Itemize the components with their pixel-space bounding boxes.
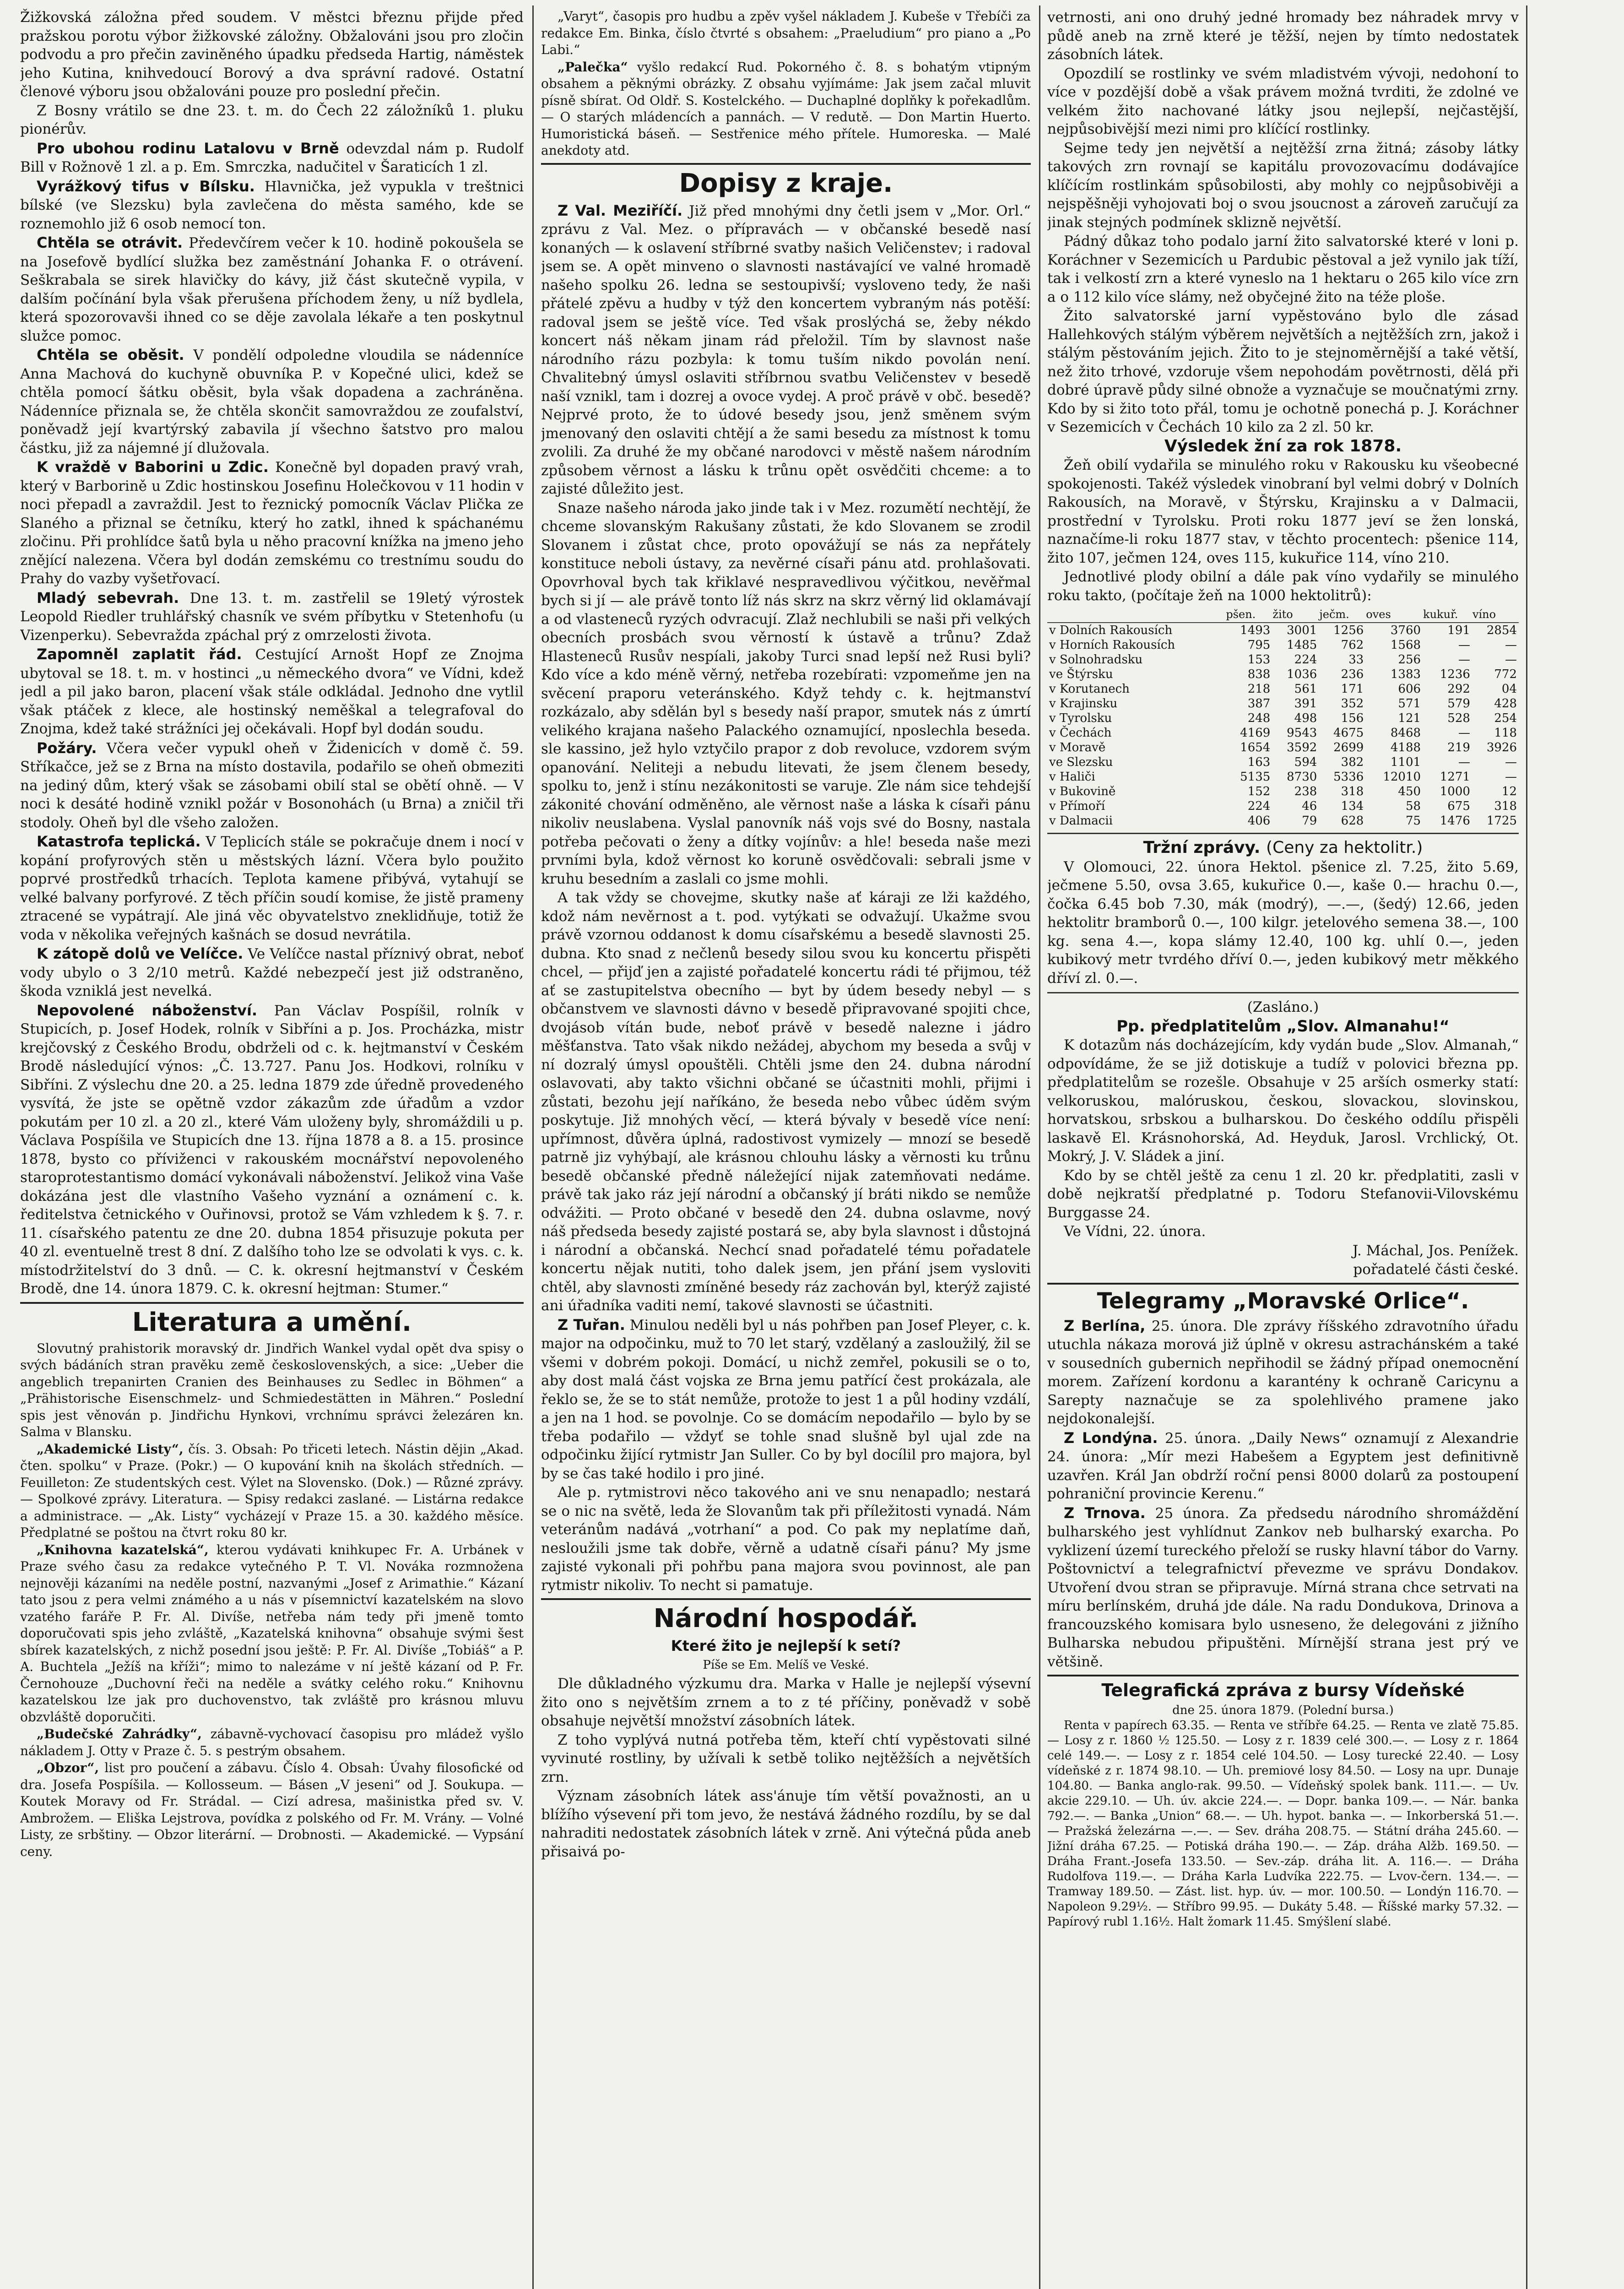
harvest-row [1047,799,1519,814]
section-title-hospodar: Národní hospodář. [541,1598,1031,1635]
article-palecek [541,59,1031,159]
harvest-col-land [1047,607,1225,623]
headline: Nepovolené náboženství. [37,1001,258,1019]
harvest-row [1047,740,1519,755]
headline: „Obzor“, [37,1760,99,1775]
harvest-value: 1725 [1486,814,1517,828]
harvest-value: 675 [1447,799,1470,813]
article-text: čís. 3. Obsah: Po třiceti letech. Nástin dějin „Akad. čten. spolku“ v Praze. (Pokr.) — O kupování knih na školách středních. — Feuilleton: Ze studentských cest. Výlet na Slovensko. (Dok.) — Různé zprávy. — Spolkové zprávy. Literatura. — Spisy redakci zaslané. — Listárna redakce a administrace. — „Ak. Listy“ vycházejí v Praze 15. a 30. každého měsíce. Předplatné se poštou na čtvrt roku 80 kr. [20,1441,524,1540]
article-zito-7: Pádný důkaz toho podalo jarní žito salvatorské které v loni p. Koráchner v Sezemicích u Pardubic pěstoval a jež vynilo jak tíží, tak i velkostí zrn a které vyneslo na 1 hektaru o 265 kilo více zrn a o 112 kilo více slámy, než obyčejné žito na téže ploše. [1047,233,1519,305]
harvest-value: 46 [1302,799,1317,813]
harvest-value: 156 [1341,711,1364,725]
article-obesit [20,346,524,457]
harvest-value: 2699 [1333,741,1364,754]
harvest-value: 628 [1341,814,1364,828]
article-text: Včera večer vypukl oheň v Židenicích v domě č. 59. Stříkačce, jež se z Brna na místo dostavila, podařilo se oheň obmeziti na jediný dům, který však se zásobami obilí stal se obětí ohně. — V noci k desáté hodině vznikl požár v Bosonohách (u Brna) a zničil tři stodoly. Oheň byl dle všeho založen. [20,740,524,831]
harvest-value: 4188 [1390,741,1421,754]
article-turany [541,1316,1031,1483]
harvest-row [1047,711,1519,726]
harvest-value: 171 [1341,682,1364,696]
harvest-value: 79 [1302,814,1317,828]
harvest-value: 406 [1247,814,1271,828]
article-text: vyšlo redakcí Rud. Pokorného č. 8. s bohatým vtipným obsahem a pěknými obrázky. Z obsahu vyjímáme: Jak jsem začal mluvit písně sbírat. Od Oldř. S. Kostelckého. — Duchaplné doplňky k pořekadlům. — O starých mládencích a pannách. — V redutě. — Don Martin Huerto. Humoristická báseň. — Sestřenice mého přítele. Humoreska. — Malé anekdoty atd. [541,59,1031,158]
article-text: V pondělí odpoledne vloudila se nádenníce Anna Machová do kuchyně obuvníka P. v Kopečné ulici, kdež se chtěla pomocí šátku oběsit, byla však dopadena a zachráněna. Nádenníce přiznala se, že chtěla skončit samovraždou ze zoufalství, poněvadž její kvartýrský zabavila jí všechno šatstvo pro malou částku, již za nájemné jí dlužovala. [20,347,524,456]
harvest-value: 04 [1501,682,1517,696]
harvest-value: 762 [1341,638,1364,652]
headline: Chtěla se otrávit. [37,234,183,251]
telegram-berlin [1047,1317,1519,1428]
harvest-value: 12010 [1383,770,1421,784]
harvest-land: ve Slezsku [1049,755,1113,769]
bursa-quotes: Renta v papírech 63.35. — Renta ve stříbře 64.25. — Renta ve zlatě 75.85. — Losy z r. 1860 ½ 125.50. — Losy z r. 1839 celé 300.—. — Losy z r. 1864 celé 149.—. — Losy z r. 1854 celé 104.50. — Losy turecké 22.40. — Losy vídeňské z r. 1874 98.10. — Uh. premiové losy 84.50. — Losy na upr. Dunaje 104.80. — Banka anglo-rak. 99.50. — Vídeňský spolek bank. 111.—. — Uv. akcie 229.10. — Uh. úv. akcie 224.—. — Dopr. banka 109.—. — Nár. banka 792.—. — Banka „Union“ 68.—. — Uh. hypot. banka —. — Inkorberská 51.—. — Pražská železárna —.—. — Sev. dráha 208.75. — Státní dráha 245.60. — Jižní dráha 67.25. — Potiská dráha 190.—. — Záp. dráha Alžb. 169.50. — Dráha Frant.-Josefa 133.50. — Sev.-záp. dráha lit. A. 116.—. — Dráha Rudolfova 119.—. — Dráha Karla Ludvíka 222.75. — Lvov-čern. 134.—. — Tramway 189.50. — Zást. list. hyp. úv. — mor. 100.50. — Londýn 116.70. — Napoleon 9.29½. — Stříbro 99.95. — Dukáty 5.48. — Říšské marky 57.32. — Papírový rubl 1.16½. Halt žomark 11.45. Smýšlení slabé. [1047,1719,1519,1929]
article-velicka [20,944,524,1001]
harvest-value: 256 [1398,653,1421,667]
harvest-land: v Moravě [1049,741,1106,754]
headline: Z Berlína, [1064,1317,1146,1334]
headline: Katastrofa teplická. [37,833,201,850]
headline: Chtěla se oběsit. [37,346,184,363]
telegram-londyn [1047,1429,1519,1503]
article-turany-2: Ale p. rytmistrovi něco takového ani ve snu nenapadlo; nestará se o nic na světě, leda že Slovanům tak při příležitosti vynadá. Nám veteránům nadává „votrhaní“ a pod. Co pak my neplatíme daň, nesloužili jsme tak dobře, věrně a udatně císaři pánu? My jsme zajisté vykonali při pohřbu pana majora svou povinnost, ale pan rytmistr nikoliv. To necht si pamatuje. [541,1484,1031,1594]
harvest-value: 1568 [1390,638,1421,652]
article-val-mezirici-3: A tak vždy se chovejme, skutky naše ať káraji ze lži každého, kdož nám nevěrnost a t. pod. vytýkati se odvažují. Ukažme svou právě vzornou oddanost k domu císařskému a besedě slavnosti 25. dubna. Kto snad z nečlenů besedy silou svou ku koncertu přispěti chcel, — přijď jen a zajisté pořadatelé koncertu rádi té přijmou, též ať se zastupitelstva obecního — byt by údem besedy nebyl — s občanstvem ve slavnosti dávno v besedě připravované spojiti chce, dvojásob vítán bude, neboť právě v besedě nalezne i jádro měšťanstva. Tato však nikdo nežádej, abychom my beseda a svůj v ní dozralý úmysl opouštěli. Chtěli jsme den 24. dubna národní oslavovati, aby takto všichni občané se účastniti mohli, přijmi i zůstati, bezohu její naříkáno, že beseda nebo vůbec úděm svým poskytuje. Již mnohých věcí, — která bývaly v besedě více není: upřímnost, důvěra úplná, radostivost vymizely — mnozí se besedě patrně jiz vyhýbají, ale krásnou chlouhu lásky a věrnosti ku trůnu besedě občanské předně náležející nijak zatemňovati nedáme. právě tak jako ráz její národní a občanský jí bráti nikdo se nemůže odvážiti. — Proto občané v besedě den 24. dubna oslavme, nový náš předseda besedy zajisté postará se, aby byla slavnost i důstojná i národní a občanská. Nechcí snad pořadatelé tému pořadatele koncertu nějak nutiti, toho dalek jsem, jen přání jsem vysloviti chtěl, aby slavnosti zmíněné besedy ráz zachován byl, kterýž zajisté ani úřadníka vaditi nemí, takové slavnosti se účastniti. [541,890,1031,1314]
article-text: Již před mnohými dny četli jsem v „Mor. Orl.“ zprávu z Val. Mez. o přípravách — v občanské besedě nasí konaných — k oslavení stříbrné svatby našich Veličenstev; i radoval jsem se. A opět minveno o slavnosti nastávající ve valné hromadě našeho spolku 26. ledna se sestoupivší; vysloveno tedy, že naši přátelé zpěvu a hudby v týž den koncertem vybraným nás potěší: radoval jsem se ještě více. Ted však proslýchá se, žeby nékdo koncert náš někam jinam rád přeložil. Tím by slavnost naše národního rázu pozbyla: k tomu tuším nikdo povolán není. Chvalitebný úmysl oslaviti stříbrnou svatbu Veličenstev v besedě naší vznikl, tam i dozrej a ovoce vydej. A proč právě v obč. besedě? Nejprvé proto, že to údové besedy jsou, jenž směnem svým jmenovaný den oslaviti chtějí a že sami besedu za místnost k tomu zvolili. Za druhé že my občané narodovci v městě našem národním způsobem věrnost a lásku k trůnu opět osvědčiti chceme: a to zajisté důležito jest. [541,202,1031,497]
harvest-value: — [1505,770,1517,784]
headline: Vyrážkový tifus v Bílsku. [37,177,255,195]
column-rule-2 [1039,5,1040,2289]
headline-zne: Výsledek žní za rok 1878. [1164,436,1402,456]
article-text: list pro poučení a zábavu. Číslo 4. Obsah: Úvahy filosofické od dra. Josefa Pospíšila. — Kollosseum. — Básen „V jeseni“ od J. Soukupa. — Koutek Moravy od Fr. Strádal. — Cizí adresa, mašinistka před sv. V. Ambrožem. — Eliška Lejstrova, povídka z polského od Fr. M. Vrány. — Volné Listy, ze srbštiny. — Obzor literární. — Drobnosti. — Akademické. — Vypsání ceny. [20,1760,524,1859]
bursa-date: dne 25. února 1879. (Polední bursa.) [1172,1703,1394,1717]
headline: „Knihovna kazatelská“, [37,1542,209,1557]
harvest-value: 1493 [1240,624,1271,637]
harvest-value: 1256 [1333,624,1364,637]
headline: Pro ubohou rodinu Latalovu v Brně [37,139,339,157]
harvest-value: 1236 [1440,667,1470,681]
article-text: V Teplicích stále se pokračuje dnem i nocí v kopání profyrových stěn u městských lázní. Včera bylo použito poprvé prostředků trhacích. Teplota kamene přibývá, vytahují se velké balvany porfyrové. Z těch příčin soudí komise, že jistě prameny ztracené se vypátrají. Ale jiná věc obyvatelstvo zneklidňuje, totiž že voda v několika veřejných kašnách se dosud nevrátila. [20,834,524,943]
harvest-value: 1654 [1240,741,1271,754]
harvest-value: 1000 [1440,785,1470,798]
harvest-value: — [1458,653,1470,667]
article-vrazda [20,458,524,588]
article-otravit [20,233,524,345]
harvest-row [1047,784,1519,799]
article-text: kterou vydávati knihkupec Fr. A. Urbánek v Praze svého času za redakce vytečného P. T. Vl. Nováka rozmnožena nejnověji kázaními na neděle postní, nazvanými „Josef z Arimathie.“ Kázaní tato jsou z pera velmi známého a u nás v písemnictví kazatelském na slovo vzatého faráře P. Fr. Al. Divíše, netřeba nám tedy při jmeně tomto doporučovati spis jeho zvláště, „Kazatelská knihovna“ obsahuje svými šest sbírek kazatelských, z nichž posední jsou ještě: P. Fr. Al. Divíše „Tobiáš“ a P. A. Buchtela „Ježíš na kříži“; mimo to nalezáme v ní ještě kázaní od P. Fr. Černohouze „Duchovní řeči na neděle a svátky celého roku.“ Knihovnu kazatelskou lze jak pro duchovenstvo, tak zvláště pro krásnou mluvu obzvláště doporučiti. [20,1542,524,1725]
harvest-value: 1036 [1287,667,1317,681]
headline: K vraždě v Baborini u Zdic. [37,458,269,476]
headline-trzni [1047,839,1519,857]
harvest-value: 4675 [1333,726,1364,740]
harvest-row [1047,770,1519,784]
harvest-land: v Dalmacii [1049,814,1113,828]
article-text: 25 února. Za předsedu národního shromáždění bulharského jest vyhlídnut Zankov neb bulharský exarcha. Po vyklizení území tureckého přeloží se rusky hlavní tábor do Varny. Poštovnictví a telegrafnictví převezme ve správu Dondakov. Utvoření dvou stran se připravuje. Mírná strana chce setrvati na míru berlínském, druhá jde dále. Na radu Dondukova, Drinova a francouzského komisara bylo usneseno, že delegováni z jižního Bulharska nebudou připuštěni. Mírnější strana jest prý ve většině. [1047,1505,1519,1670]
column-1 [20,8,524,2289]
headline-sub: (Ceny za hektolitr.) [1266,838,1423,857]
headline: „Akademické Listy“, [37,1441,184,1457]
harvest-value: — [1458,638,1470,652]
harvest-value: 248 [1247,711,1271,725]
harvest-value: — [1458,755,1470,769]
article-zito-2: Z toho vyplývá nutná potřeba těm, kteří chtí vypěstovati silné vyvinuté rostliny, by užívali k setbě toliko nejtěžších a největších zrn. [541,1731,1031,1785]
zaslano-label: (Zasláno.) [1247,999,1319,1015]
divider [1047,833,1519,834]
harvest-value: 391 [1294,697,1317,711]
divider [1047,992,1519,993]
harvest-value: 219 [1447,741,1470,754]
harvest-value: 1101 [1390,755,1421,769]
harvest-value: 5135 [1240,770,1271,784]
harvest-value: 1485 [1287,638,1317,652]
article-almanah-role: pořadatelé části české. [1353,1261,1519,1278]
harvest-value: 561 [1294,682,1317,696]
article-almanah-3: Ve Vídni, 22. února. [1064,1223,1206,1240]
harvest-value: 292 [1447,682,1470,696]
harvest-value: 75 [1405,814,1421,828]
harvest-value: 12 [1501,785,1517,798]
article-val-mezirici [541,201,1031,499]
harvest-value: 1271 [1440,770,1470,784]
harvest-value: 9543 [1287,726,1317,740]
article-text: Konečně byl dopaden pravý vrah, který v Barborině u Zdic hostinskou Josefinu Holečkovou v 11 hodin v noci přepadl a zavraždil. Jest to řeznický pomocník Václav Plička ze Slaného a přiznal se četníku, který ho zatkl, ihned k spáchanému zločinu. Při prohlídce šatů byla u něho pracovní knížka na jmeno jeho znějící nalezena. Včera byl dodán zemskému co trestnímu soudu do Prahy do vazby vyšetřovací. [20,459,524,587]
article-text: zábavně-vychovací časopisu pro mládež vyšlo nákladem J. Otty v Praze č. 5. s pestrým obsahem. [20,1726,524,1758]
harvest-value: 318 [1494,799,1517,813]
harvest-value: 33 [1348,653,1364,667]
harvest-value: 134 [1341,799,1364,813]
harvest-value: 571 [1398,697,1421,711]
column-3 [1047,8,1519,2289]
harvest-land: v Čechách [1049,726,1112,740]
section-title-bursa: Telegrafická zpráva z bursy Vídeňské [1047,1675,1519,1701]
article-text: Dne 13. t. m. zastřelil se 19letý výrostek Leopold Riedler truhlářský chasník ve svém příbytku v Stetenhofu (u Vizenperku). Sebevražda zpáchal prý z omrzelosti života. [20,590,524,644]
harvest-land: v Dolních Rakousích [1049,624,1173,637]
harvest-value: 236 [1341,667,1364,681]
section-title-literatura: Literatura a umění. [20,1302,524,1339]
harvest-row [1047,726,1519,740]
article-zito-4: vetrnosti, ani ono druhý jedné hromady bez náhradek mrvy v půdě aneb na zrně které je těžší, nejen by tímto nedostatek zásobních látek. [1047,9,1519,63]
harvest-value: 594 [1294,755,1317,769]
article-knihovna [20,1542,524,1726]
harvest-value: 1476 [1440,814,1470,828]
column-rule-1 [532,5,534,2289]
harvest-value: 795 [1247,638,1271,652]
article-zne-2: Jednotlivé plody obilní a dále pak víno vydařily se minulého roku takto, (počítaje žeň na 1000 hektolitrů): [1047,569,1519,604]
harvest-value: 2854 [1486,624,1517,637]
article-zito-3: Význam zásobních látek ass'ánuje tím větší považnosti, an u blížího výsevení při tom jevo, že nestává žádného rozdílu, by se dal nahraditi nedostatek zásobních látek v zrně. Ani výtečná půda aneb přisaivá po- [541,1788,1031,1860]
harvest-table-body [1047,623,1519,828]
harvest-land: v Solnohradsku [1049,653,1143,667]
article-author: Píše se Em. Melíš ve Veské. [703,1658,869,1672]
headline: Z Val. Meziříčí. [558,201,683,219]
harvest-value: — [1505,755,1517,769]
harvest-value: 382 [1341,755,1364,769]
harvest-col: oves [1365,607,1423,623]
harvest-land: v Krajinsku [1049,697,1118,711]
harvest-value: 498 [1294,711,1317,725]
headline-zito: Které žito je nejlepší k setí? [671,1637,901,1654]
harvest-col: ječm. [1319,607,1365,623]
harvest-value: 606 [1398,682,1421,696]
harvest-value: — [1505,638,1517,652]
harvest-value: 224 [1294,653,1317,667]
harvest-table [1047,607,1519,828]
article-almanah-sign: J. Máchal, Jos. Penížek. [1352,1242,1519,1259]
harvest-land: ve Štýrsku [1049,667,1113,681]
harvest-row [1047,623,1519,638]
harvest-value: 450 [1398,785,1421,798]
headline: Mladý sebevrah. [37,589,179,607]
headline: Požáry. [37,739,97,757]
article-wankel: Slovutný prahistorik moravský dr. Jindřich Wankel vydal opět dva spisy o svých bádáních stran pravěku země československých, a sice: „Ueber die angeblich trepanirten Cranien des Beinhauses zu Sedlec in Böhmen“ a „Prähistorische Eisenschmelz- und Schmiedestätten in Mähren.“ Poslední spis jest věnován p. Jindřichu Hynkovi, vrchnímu správci železáren kn. Salma v Blansku. [20,1340,524,1439]
headline: „Palečka“ [558,59,628,75]
headline: Z Londýna. [1064,1429,1158,1447]
article-val-mezirici-2: Snaze našeho národa jako jinde tak i v Mez. rozumětí nechtějí, že chceme slovanským Rakušany zůstati, že kdo Slovanem se zrodil Slovanem i zůstat chce, proto opovážují se nás za nepřátely konstituce neboli ústavy, za nevěrné císaři pánu atd. prohlašovati. Opovrhoval bych tak křiklavé nespravedlivou výčitkou, nevěřmal bych si jí — ale právě tonto líž nás skrz na skrz věrný lid oklamávají a od vlasteneců ryzých odvracují. Zlaž nechlubili se naši při velkých obecních prosbách svou věrností k ústavě a trůnu? Zdaž Hlasteneců Rusův nespíali, jakoby Turci snad lepší než Rusi byli? Kdo více a kdo méně věrný, netřeba rozebírati: vzpomeňme jen na svěcení praporu veteránského. Když tehdy c. k. hejtmanství rozkázalo, aby sdělán byl s besedy naší prapor, smutek nás z úmrtí velikého krajana našeho Palackého oznamující, nposlechla beseda. sle kassino, jež hylo vztyčilo prapor z dob revoluce, vzdorem svým opanování. Neliteji a nebudu litevati, že jsem členem besedy, spolku to, jenž i stínu nezákonitosti se varuje. Zle nám sice tehdejší zákonité chování odměněno, ale věrnost naše a láska k císaři pánu nikoliv neuslabena. Vyslal panovník náš vojs své do Bosny, nastala potřeba pečovati o ženy a dítky vojínův: a hle! beseda naše mezi prvními byla, kdož věrnost ko koruně osvědčovali: sebrali jsme v kruhu besedním a zaslali co jsme mohli. [541,499,1031,887]
harvest-value: 3926 [1486,741,1517,754]
telegram-trnov [1047,1504,1519,1671]
harvest-row [1047,696,1519,711]
harvest-value: — [1458,726,1470,740]
section-title-dopisy: Dopisy z kraje. [541,163,1031,200]
harvest-table-header [1047,607,1519,623]
article-text: Hlavnička, jež vypukla v treštnici bílské (ve Slezsku) byla zavlečena do města samého, kde se roznemohlo již 6 osob nemocí ton. [20,178,524,232]
harvest-land: v Tyrolsku [1049,711,1112,725]
harvest-value: 352 [1341,697,1364,711]
harvest-value: 3592 [1287,741,1317,754]
headline: Zapomněl zaplatit řád. [37,645,242,663]
harvest-row [1047,814,1519,828]
harvest-value: 121 [1398,711,1421,725]
harvest-value: 58 [1405,799,1421,813]
harvest-value: 387 [1247,697,1271,711]
harvest-value: 8730 [1287,770,1317,784]
harvest-value: 218 [1247,682,1271,696]
harvest-land: v Korutanech [1049,682,1130,696]
section-title-telegramy: Telegramy „Moravské Orlice“. [1047,1283,1519,1315]
article-text: odevzdal nám p. Rudolf Bill v Rožnově 1 zl. a p. Em. Smrczka, nadučitel v Šaraticích 1 zl. [20,140,524,175]
article-zito-8: Žito salvatorské jarní vypěstováno bylo dle zásad Hallehkových stálým výběrem největších a nejtěžších zrn, jakož i stálým pěstováním jejich. Žito to je stejnoměrnější a také větší, než žito trhové, vzdoruje všem nepohodám povětrnosti, dělá při dobré úpravě půdy silné obnože a vyznačuje se moučnatými zrny. Kdo by si žito toto přál, tomu je ochotně ponechá p. J. Koráchner v Sezemicích v Čechách 10 kilo za 2 zl. 50 kr. [1047,308,1519,435]
harvest-row [1047,682,1519,696]
headline: „Budečské Zahrádky“, [37,1726,202,1741]
article-bosna: Z Bosny vrátilo se dne 23. t. m. do Čech 22 záložníků 1. pluku pionérův. [20,102,524,137]
harvest-value: 528 [1447,711,1470,725]
harvest-value: 4169 [1240,726,1271,740]
harvest-value: 772 [1494,667,1517,681]
harvest-col: žito [1272,607,1319,623]
article-sebevrah [20,589,524,645]
harvest-col: kukuř. [1423,607,1472,623]
article-pozary [20,739,524,832]
harvest-land: v Bukovině [1049,785,1116,798]
article-zito-5: Opozdilí se rostlinky ve svém mladistvém vývoji, nedohoní to více v pozdější době a však právem možná tvrditi, že zdolné ve velkém žito nachované látky jsou nejlepší, nejčastější, nejpůsobivější mezi nimi pro klíčící rostlinky. [1047,65,1519,137]
harvest-land: v Horních Rakousích [1049,638,1175,652]
article-text: Ve Velíčce nastal příznivý obrat, neboť vody ubylo o 3 2/10 metrů. Každé nebezpečí jest již odstraněno, škoda vzniklá jest nevelká. [20,946,524,999]
harvest-value: 5336 [1333,770,1364,784]
article-budec [20,1726,524,1759]
harvest-row [1047,667,1519,682]
harvest-value: 118 [1494,726,1517,740]
headline-almanah: Pp. předplatitelům „Slov. Almanahu!“ [1116,1017,1450,1036]
harvest-value: 238 [1294,785,1317,798]
article-tifus [20,177,524,233]
article-teplice [20,832,524,944]
headline: Z Trnova. [1064,1504,1146,1522]
headline-text: Tržní zprávy. [1143,838,1261,857]
harvest-value: 1383 [1390,667,1421,681]
harvest-land: v Přímoří [1049,799,1105,813]
article-almanah-2: Kdo by se chtěl ještě za cenu 1 zl. 20 kr. předplatiti, zasli v době nejkratší předplatné p. Todoru Stefanovii-Vilovskému Burggasse 24. [1047,1167,1519,1221]
article-text: Předevčírem večer k 10. hodině pokoušela se na Josefově bydlící služka bez zaměstnání Johanka F. o otrávení. Seškrabala se sirek hlavičky do kávy, již část skutečně vypila, v dalším počínání byla však přerušena příchodem ženy, u níž bydlela, která spozorovavši ihned co se děje zavolala lékaře a ten poskytnul služce pomoc. [20,235,524,344]
harvest-value: 152 [1247,785,1271,798]
article-almanah-1: K dotazům nás docházejícím, kdy vydán bude „Slov. Almanah,“ odpovídáme, že se již dotiskuje a tudíž v polovici března pp. předplatitelům se rozešle. Obsahuje v 25 arších osmerky statí: velkoruskou, malóruskou, českou, slovackou, slovinskou, horvatskou, srbskou a bulharskou. Do českého oddílu přispěli laskavě El. Krásnohorská, Ad. Heyduk, Jarosl. Vrchlický, Ot. Mokrý, J. V. Sládek a jiní. [1047,1037,1519,1165]
article-zito-1: Dle důkladného výzkumu dra. Marka v Halle je nejlepší výsevní žito ono s největším zrnem a to z té příčiny, poněvadž v sobě obsahuje největší množství zásobních látek. [541,1676,1031,1729]
article-text: 25. února. „Daily News“ oznamují z Alexandrie 24. února: „Mír mezi Habešem a Egyptem jest definitivně uzavřen. Král Jan obdrží roční pensi 8000 dolarů za postoupení pohraniční provincie Kerenu.“ [1047,1430,1519,1502]
harvest-value: 153 [1247,653,1271,667]
harvest-value: 838 [1247,667,1271,681]
column-rule-3 [1526,5,1527,2289]
harvest-col: víno [1472,607,1519,623]
harvest-row [1047,755,1519,770]
article-obzor [20,1760,524,1860]
harvest-value: 428 [1494,697,1517,711]
article-text: Minulou neděli byl u nás pohřben pan Josef Pleyer, c. k. major na odpočinku, muž to 70 let starý, vzdělaný a zasloužilý, žil se všemi v dobrém pokoji. Domácí, u nichž zemřel, pokusili se o to, aby dost malá část vojska ze Brna jemu patřící čest prokázala, ale řeklo se, že se to stát nemůže, protože to jest 1 a půl hodiny vzdálí, a jen na 1 hod. se povolnje. Co se domácím nepodařilo — bylo by se třeba podařilo — vždyť se tohle snad slušně byl ujal zde na odpočinku žijící rytmistr Jan Suller. Co by byl docílil pro majora, byl by se čas také hodilo i pro jiné. [541,1317,1031,1482]
article-trzni: V Olomouci, 22. února Hektol. pšenice zl. 7.25, žito 5.69, ječmene 5.50, ovsa 3.65, kukuřice 0.—, kaše 0.— hrachu 0.—, čočka 6.45 bob 7.30, mák (modrý), —.—, (šedý) 12.66, jeden hektolitr bramborů 0.—, 100 kilgr. jetelového semena 38.—, 100 kg. sena 4.—, kopa slámy 12.40, 100 kg. uhlí 0.—, jeden kubikový metr tvrdého dříví 0.—, jeden kubikový metr měkkého dříví zl. 0.—. [1047,858,1519,987]
harvest-value: 191 [1447,624,1470,637]
harvest-col: pšen. [1225,607,1272,623]
article-zne-1: Žeň obilí vydařila se minulého roku v Rakousku ku všeobecné spokojenosti. Takéž výsledek vinobraní byl velmi dobrý v Dolních Rakousích, na Moravě, v Štýrsku, Krajinsku a v Dalmacii, prostřední v Tyrolsku. Proti roku 1877 jeví se žen lonská, naznačíme-li roku 1877 stav, v těchto procentech: pšenice 114, žito 107, ječmen 124, oves 115, kukuřice 114, víno 210. [1047,457,1519,566]
harvest-value: 318 [1341,785,1364,798]
article-varyt: „Varyt“, časopis pro hudbu a zpěv vyšel nákladem J. Kubeše v Třebíči za redakce Em. Binka, číslo čtvrté s obsahem: „Praeludium“ pro piano a „Po Labi.“ [541,9,1031,57]
harvest-value: 163 [1247,755,1271,769]
harvest-row [1047,638,1519,652]
article-text: Pan Václav Pospíšil, rolník v Stupicích, p. Josef Hodek, rolník v Sibříni a p. Jos. Procházka, mistr krejčovský z Českého Brodu, obdrželi od c. k. hejtmanství v Českém Brodě následující výnos: „Č. 13.727. Panu Jos. Hodkovi, rolníku v Sibříni. Z výslechu dne 20. a 25. ledna 1879 zde úředně provedeného vysvítá, že jste se opětně vzdor zákazům zde úřadům a vzdor pokutám per 10 zl. a 20 zl., které Vám uloženy byly, shromáždili u p. Václava Pospíšila ve Stupicích dne 13. října 1878 a 8. a 15. prosince 1878, bysto co příviženci v rakouském mocnářství nepovoleného staroprotestantismo domácí vykonávali náboženství. Jelikož vina Vaše dokázána jest dle vlastního Vašeho vyznání a oznámení c. k. ředitelstva četnického v Ouřinovsi, protož se Vám vzhledem k §. 7. r. 11. císařského patentu ze dne 20. dubna 1854 přisuzuje pokuta per 40 zl. eventuelně trest 8 dní. Z dalšího toho lze se odvolati k vys. c. k. místodržitelství do 3 dnů. — C. k. okresní hejtmanství v Českém Brodě, dne 14. února 1879. C. k. okresní hejtman: Stumer.“ [20,1002,524,1297]
harvest-value: 224 [1247,799,1271,813]
harvest-value: — [1505,653,1517,667]
headline: K zátopě dolů ve Velíčce. [37,945,244,962]
harvest-land: v Haliči [1049,770,1095,784]
harvest-value: 3001 [1287,624,1317,637]
article-text: Cestující Arnošt Hopf ze Znojma ubytoval se 18. t. m. v hostinci „u německého dvora“ ve Vídni, kdež jedl a pil jako baron, placení však stále odkládal. Jednoho dne vytlil však ptáček z klece, ale hostinský neměškal a telegrafoval do Znojma, kdež také strážníci jej očekávali. Hopf byl dodán soudu. [20,646,524,737]
article-zaplatit [20,645,524,738]
article-akad-listy [20,1441,524,1541]
headline: Z Tuřan. [558,1316,625,1334]
harvest-value: 3760 [1390,624,1421,637]
article-text: 25. února. Dle zprávy říšského zdravotního úřadu utuchla nákaza morová již úplně v okresu astrachánském a také v sousedních gubernich nepřihodil se žádný případ onemocnění morem. Zařízení kordonu a karantény k ochraně Caricynu a Sarepty naznačuje se za spolehlivého pramene jako nejdokonalejší. [1047,1318,1519,1427]
harvest-row [1047,652,1519,667]
harvest-value: 254 [1494,711,1517,725]
harvest-value: 8468 [1390,726,1421,740]
article-nabozenstvi [20,1001,524,1298]
article-zito-6: Sejme tedy jen největší a nejtěžší zrna žitná; zásoby látky takových zrn rovnají se kapitálu provozovacímu dodávajíce klíčícím rostlinkám spůsobilosti, aby mohly co nejpůsobivěji a nejspěšněji vyhojovati boj o svou jsoucnost a zároveň zaručují za jinak stejných podmínek sklizně největší. [1047,140,1519,231]
article-latal [20,139,524,177]
article-zizkov: Žižkovská záložna před soudem. V městci březnu přijde před pražskou porotu výbor žižkovské záložny. Obžalováni jsou pro zločin podvodu a pro přečin zaviněného úpadku předseda Hartig, náměstek jeho Kutina, knihvedoucí Borový a dva správní radové. Ostatní členové výboru jsou obžalováni pouze pro poslední přečin. [20,9,524,100]
column-2 [541,8,1031,2289]
harvest-value: 579 [1447,697,1470,711]
